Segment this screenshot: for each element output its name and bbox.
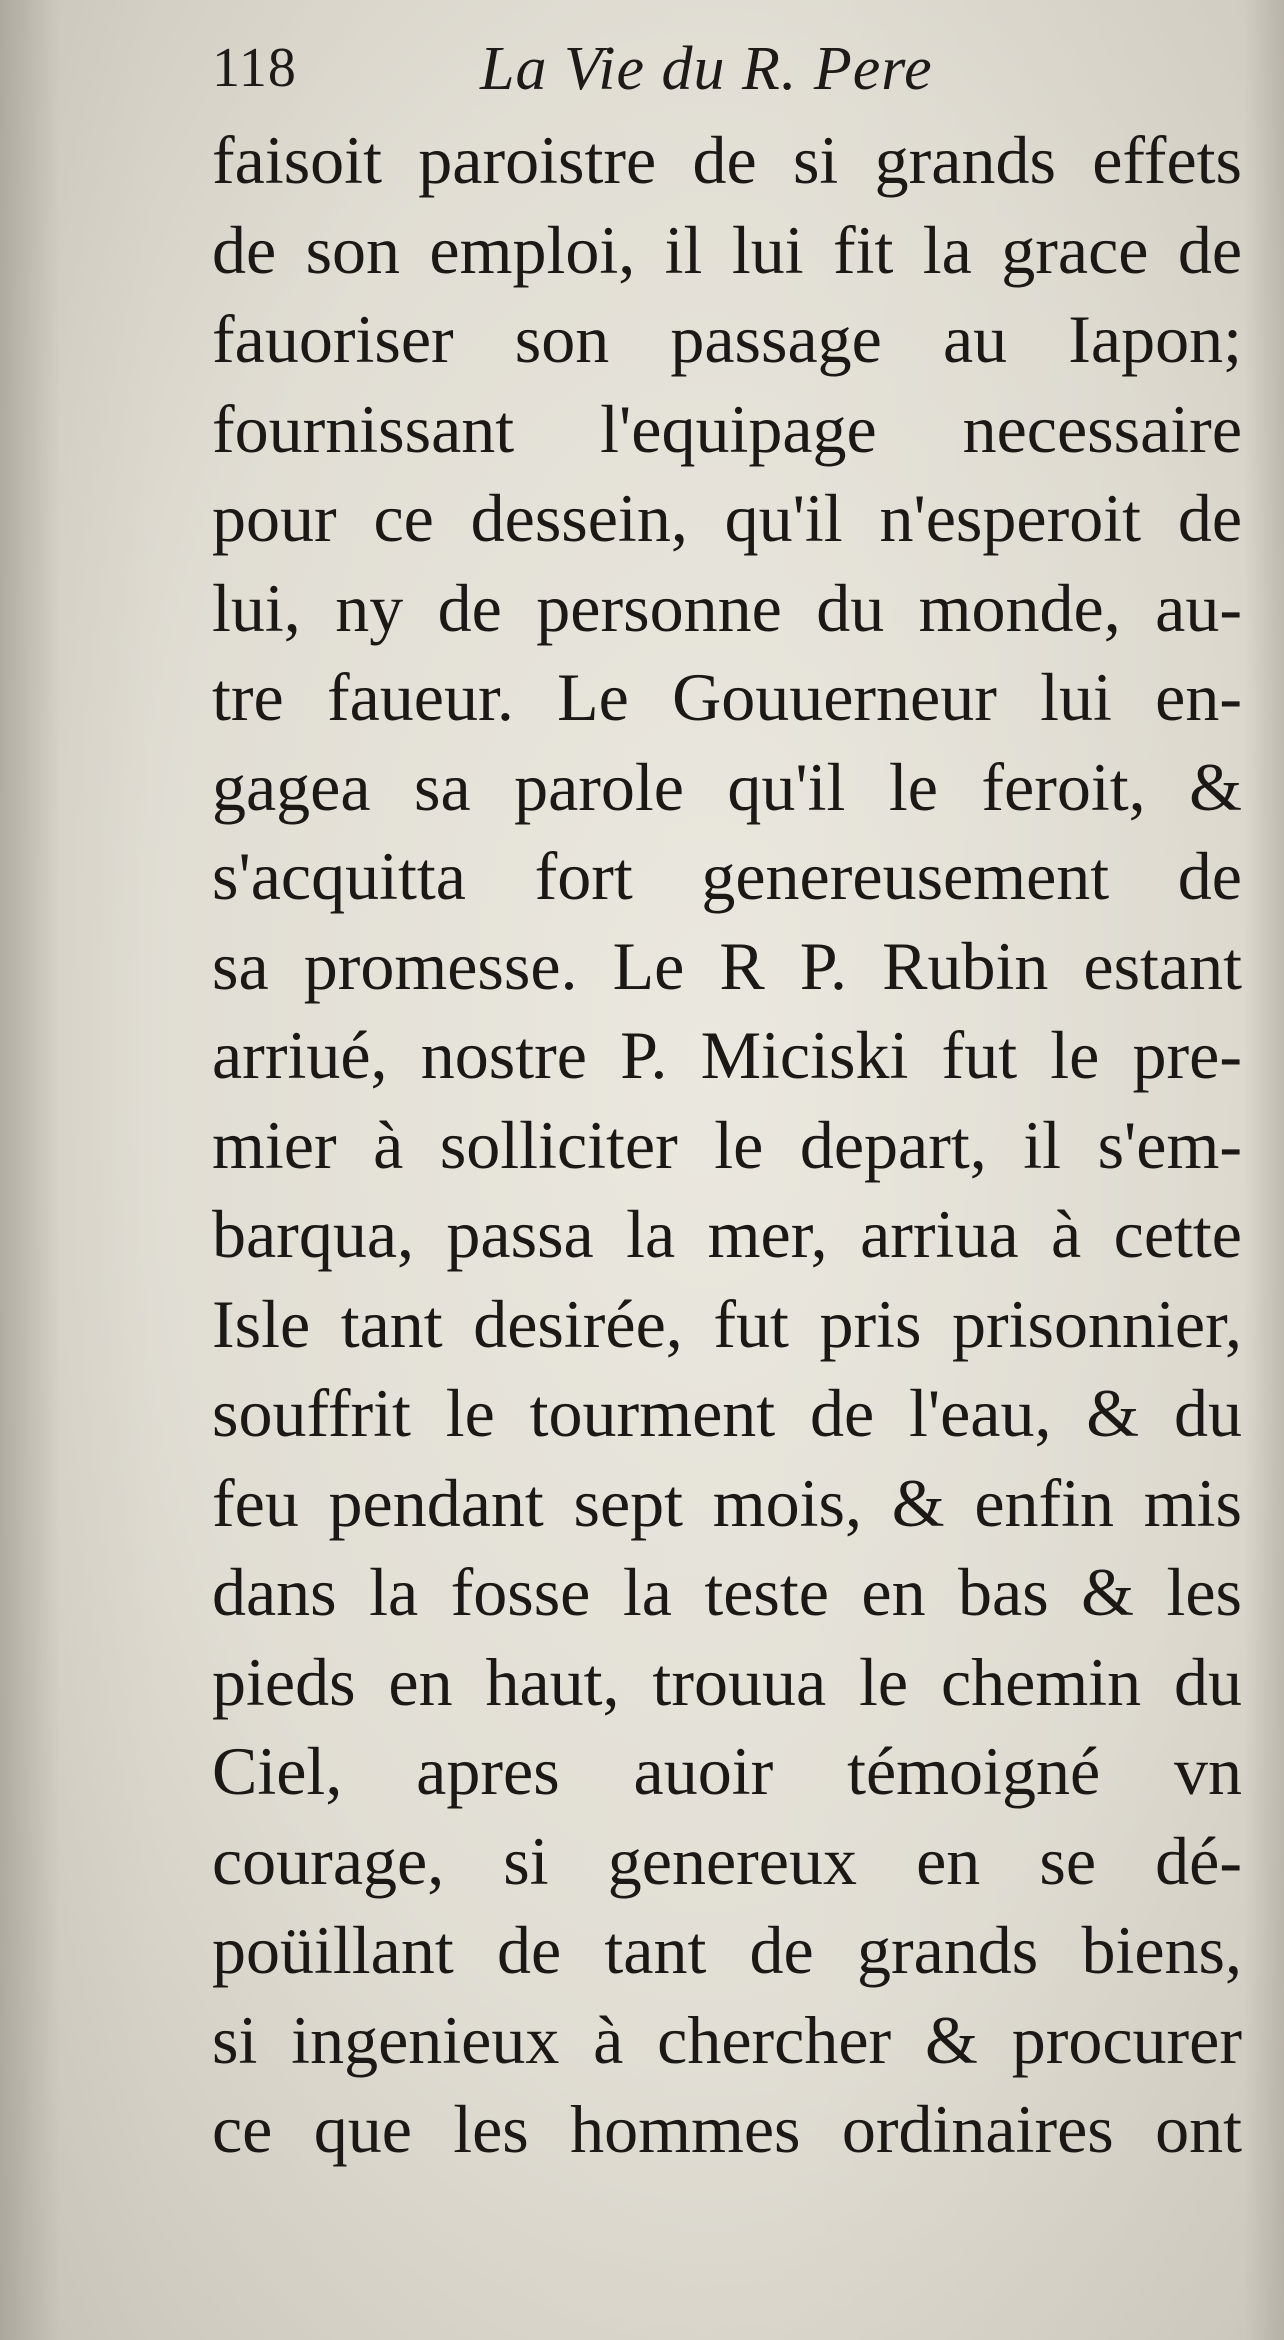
text-line: tre faueur. Le Gouuerneur lui en- (212, 659, 1242, 735)
page-edge-shadow (1244, 0, 1284, 2340)
text-line: s'acquitta fort genereusement de (212, 838, 1242, 914)
text-line: sa promesse. Le R P. Rubin estant (212, 927, 1242, 1004)
text-line: feu pendant sept mois, & enfin mis (212, 1464, 1242, 1541)
page-gutter-shadow (0, 0, 60, 2340)
text-line: poüillant de tant de grands biens, (212, 1912, 1242, 1988)
text-line: fauoriser son passage au Iapon; (212, 301, 1242, 377)
text-line: pieds en haut, trouua le chemin du (212, 1643, 1242, 1720)
text-line: lui, ny de personne du monde, au- (212, 569, 1242, 646)
body-text (212, 116, 1242, 2175)
text-line: faisoit paroistre de si grands effets (212, 122, 1242, 198)
text-line: Isle tant desirée, fut pris prisonnier, (212, 1285, 1242, 1362)
text-line: barqua, passa la mer, arriua à cette (212, 1196, 1242, 1272)
text-line: fournissant l'equipage necessaire (212, 390, 1242, 467)
text-line: si ingenieux à chercher & procurer (212, 2001, 1242, 2078)
running-head: La Vie du R. Pere (480, 35, 933, 103)
page-header (212, 30, 1032, 110)
text-line: souffrit le tourment de l'eau, & du (212, 1375, 1242, 1451)
text-line: mier à solliciter le depart, il s'em- (212, 1106, 1242, 1183)
text-line: gagea sa parole qu'il le feroit, & (212, 748, 1242, 825)
text-line: dans la fosse la teste en bas & les (212, 1554, 1242, 1630)
text-line: Ciel, apres auoir témoigné vn (212, 1733, 1242, 1809)
text-line: courage, si genereux en se dé- (212, 1822, 1242, 1899)
text-line: ce que les hommes ordinaires ont (212, 2091, 1242, 2167)
text-line: arriué, nostre P. Miciski fut le pre- (212, 1017, 1242, 1093)
page-number: 118 (212, 37, 297, 99)
text-line: de son emploi, il lui fit la grace de (212, 211, 1242, 288)
text-line: pour ce dessein, qu'il n'esperoit de (212, 480, 1242, 556)
